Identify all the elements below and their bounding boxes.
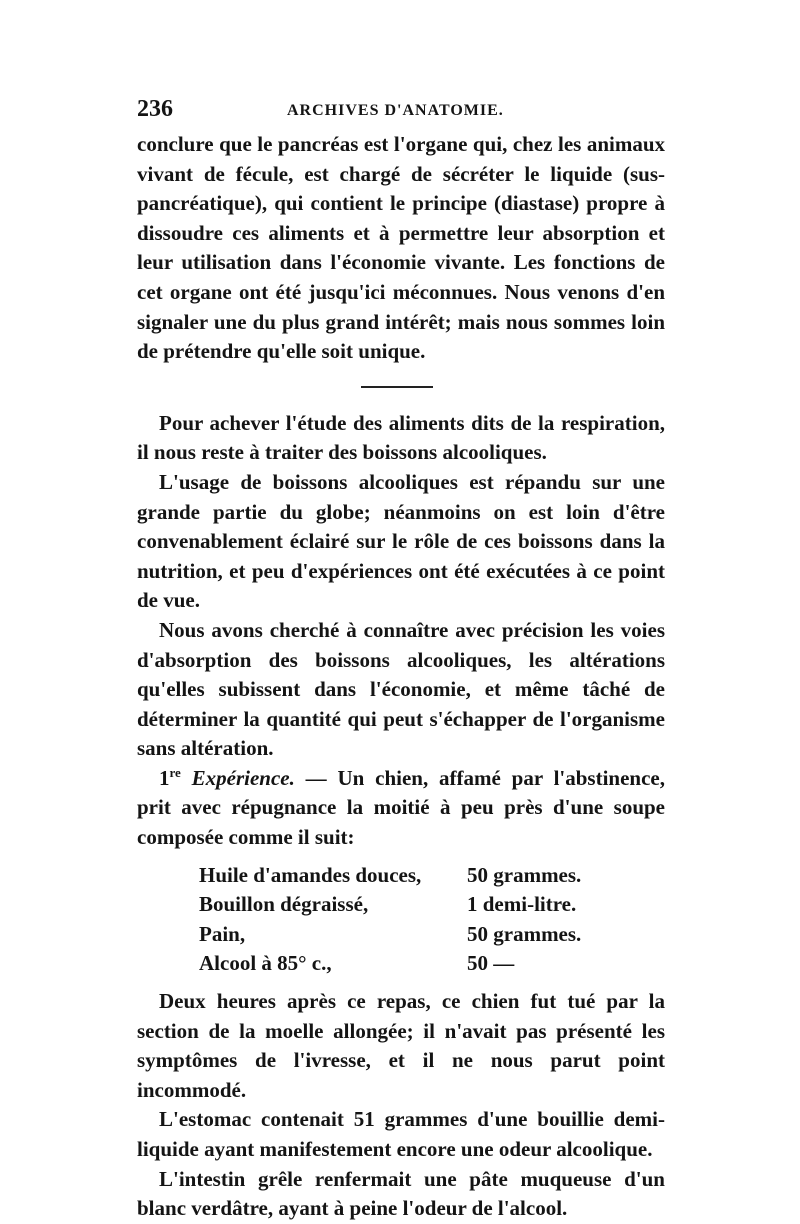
recipe-item: Alcool à 85° c., [199,951,332,976]
recipe-item: Huile d'amandes douces, [199,862,422,887]
recipe-qty: 50 — [467,951,515,976]
paragraph-usage: L'usage de boissons alcooliques est répandu sur une grande partie du globe; néanmoins on est loin d'être convenablement éclairé sur le rôle de ces boissons dans la nutrition, et peu d'expériences ont été exécutées à ce point de vue. [137,469,665,613]
recipe-qty: 1 demi-litre. [467,892,577,917]
recipe-item: Pain, [199,921,246,946]
recipe-row [199,949,619,979]
recipe-qty: 50 grammes. [467,921,582,946]
running-head [137,96,665,126]
experiment-text: — Un chien, affamé par l'abstinence, prit avec répugnance la moitié à peu près d'une soupe composée comme il suit: [137,765,665,850]
experiment-number: 1 [159,765,170,790]
body-text [137,130,665,1224]
experiment-sup: re [169,764,181,780]
running-title: ARCHIVES D'ANATOMIE. [287,102,504,119]
paragraph-intro-alcohol: Pour achever l'étude des aliments dits de la respiration, il nous reste à traiter des boissons alcooliques. [137,410,665,465]
recipe-table [199,861,619,979]
paragraph-result: Deux heures après ce repas, ce chien fut tué par la section de la moelle allongée; il n'avait pas présenté les symptômes de l'ivresse, et il ne nous parut point incommodé. [137,989,665,1102]
recipe-item: Bouillon dégraissé, [199,892,369,917]
recipe-qty: 50 grammes. [467,862,582,887]
section-divider [361,386,433,388]
paragraph-intestine: L'intestin grêle renfermait une pâte muqueuse d'un blanc verdâtre, ayant à peine l'odeur de l'alcool. [137,1166,665,1221]
page-number: 236 [137,96,173,122]
paragraph-method: Nous avons cherché à connaître avec précision les voies d'absorption des boissons alcooliques, les altérations qu'elles subissent dans l'économie, et même tâché de déterminer la quantité qui peut s'échapper de l'organisme sans altération. [137,617,665,761]
paragraph-stomach: L'estomac contenait 51 grammes d'une bouillie demi-liquide ayant manifestement encore une odeur alcoolique. [137,1107,665,1161]
paragraph-pancreas: conclure que le pancréas est l'organe qui, chez les animaux vivant de fécule, est chargé de sécréter le liquide (sus-pancréatique), qui contient le principe (diastase) propre à dissoudre ces aliments et à permettre leur absorption et leur utilisation dans l'économie vivante. Les fonctions de cet organe ont été jusqu'ici méconnues. Nous venons d'en signaler une du plus grand intérêt; mais nous sommes loin de prétendre qu'elle soit unique. [137,132,665,364]
recipe-row [199,890,619,920]
recipe-row [199,861,619,891]
recipe-row [199,920,619,950]
experiment-label: Expérience. [191,765,295,790]
paragraph-experiment [137,764,665,853]
